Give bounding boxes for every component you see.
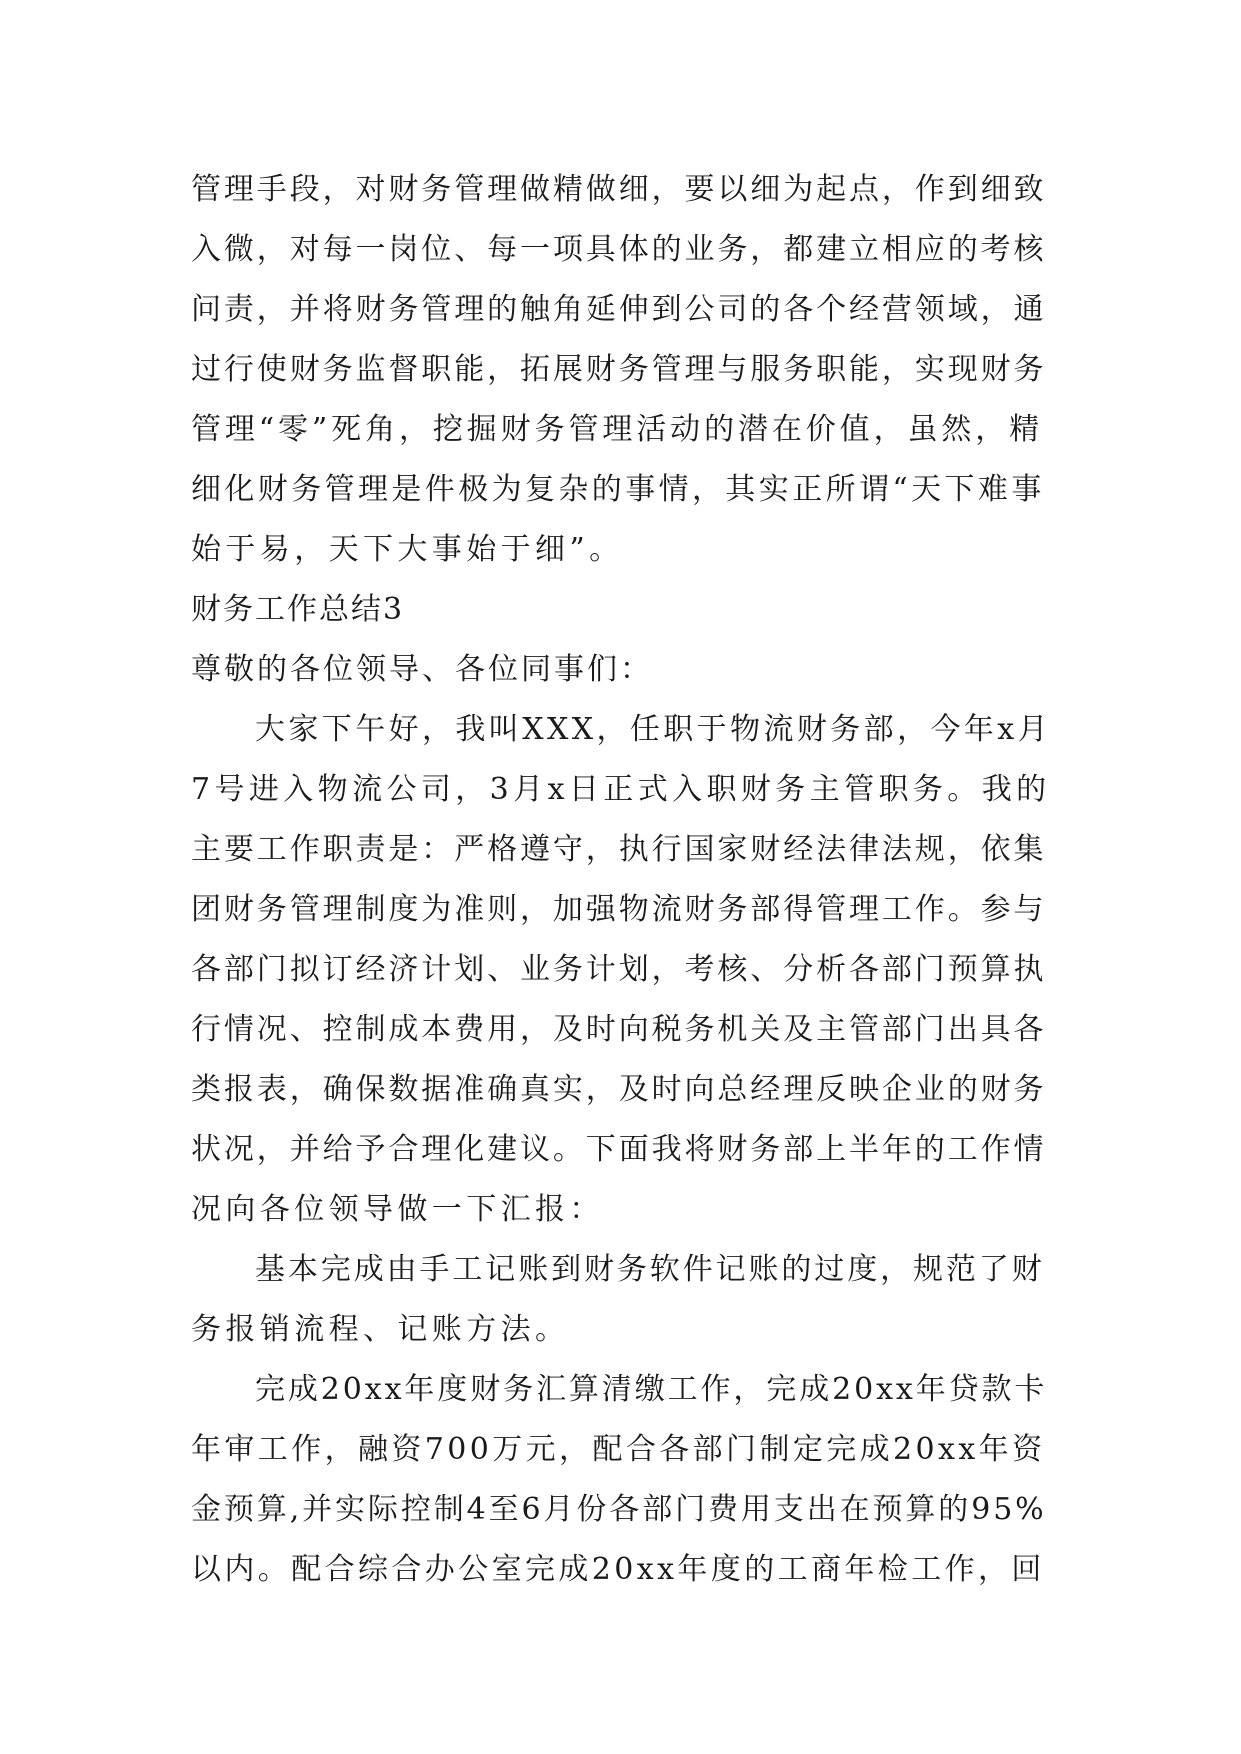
paragraph-line: 始于易，天下大事始于细”。 [191, 532, 624, 567]
document-body [191, 160, 1051, 1600]
paragraph-line: 入微，对每一岗位、每一项具体的业务，都建立相应的考核 [191, 232, 1047, 267]
paragraph-line: 金预算,并实际控制4至6月份各部门费用支出在预算的95% [191, 1492, 1047, 1527]
paragraph-line: 管理“零”死角，挖掘财务管理活动的潜在价值，虽然，精 [191, 412, 1044, 447]
paragraph-line: 过行使财务监督职能，拓展财务管理与服务职能，实现财务 [191, 352, 1047, 387]
salutation: 尊敬的各位领导、各位同事们： [191, 652, 653, 687]
paragraph-line: 团财务管理制度为准则，加强物流财务部得管理工作。参与 [191, 892, 1047, 927]
paragraph-line: 年审工作，融资700万元，配合各部门制定完成20xx年资 [191, 1432, 1046, 1467]
paragraph-line: 各部门拟订经济计划、业务计划，考核、分析各部门预算执 [191, 952, 1047, 987]
section-heading: 财务工作总结3 [191, 592, 405, 627]
paragraph-first-line: 大家下午好，我叫XXX，任职于物流财务部，今年x月 [255, 712, 1051, 747]
paragraph-first-line: 完成20xx年度财务汇算清缴工作，完成20xx年贷款卡 [255, 1372, 1048, 1407]
paragraph-line: 问责，并将财务管理的触角延伸到公司的各个经营领域，通 [191, 292, 1047, 327]
paragraph-line: 主要工作职责是：严格遵守，执行国家财经法律法规，依集 [191, 832, 1047, 867]
paragraph-line: 以内。配合综合办公室完成20xx年度的工商年检工作，回 [191, 1552, 1045, 1587]
paragraph-line: 细化财务管理是件极为复杂的事情，其实正所谓“天下难事 [191, 472, 1045, 507]
paragraph-line: 况向各位领导做一下汇报： [191, 1192, 604, 1227]
paragraph-line: 务报销流程、记账方法。 [191, 1312, 570, 1347]
paragraph-line: 管理手段，对财务管理做精做细，要以细为起点，作到细致 [191, 172, 1047, 207]
paragraph-line: 类报表，确保数据准确真实，及时向总经理反映企业的财务 [191, 1072, 1047, 1107]
paragraph-line: 状况，并给予合理化建议。下面我将财务部上半年的工作情 [191, 1132, 1047, 1167]
paragraph-line: 行情况、控制成本费用，及时向税务机关及主管部门出具各 [191, 1012, 1047, 1047]
paragraph-first-line: 基本完成由手工记账到财务软件记账的过度，规范了财 [255, 1252, 1045, 1287]
paragraph-line: 7号进入物流公司，3月x日正式入职财务主管职务。我的 [191, 772, 1051, 807]
